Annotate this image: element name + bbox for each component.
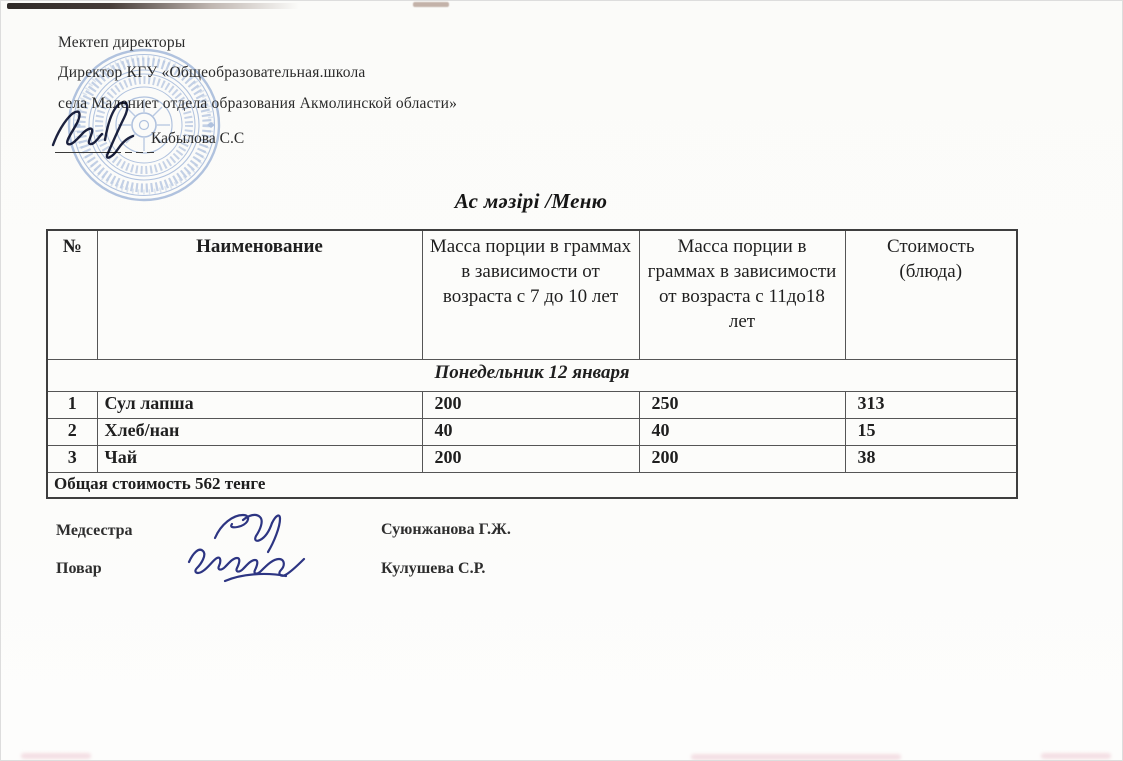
scan-edge-artifact xyxy=(7,3,299,9)
total-cost: Общая стоимость 562 тенге xyxy=(47,473,1017,499)
menu-table xyxy=(46,229,1018,499)
director-name: Кабылова С.С xyxy=(151,130,245,147)
cost-cell: 38 xyxy=(845,446,1017,473)
col-header-mass-7-10: Масса порции в граммах в зависимости от возраста с 7 до 10 лет xyxy=(422,230,639,360)
mass-11-18-cell: 200 xyxy=(639,446,845,473)
staff-signature xyxy=(181,498,313,590)
mass-7-10-cell: 40 xyxy=(422,419,639,446)
table-row xyxy=(47,446,1017,473)
signatory-name-nurse: Суюнжанова Г.Ж. xyxy=(381,521,511,538)
director-signature xyxy=(47,99,157,161)
dish-name-cell: Сул лапша xyxy=(97,392,422,419)
scan-smudge xyxy=(21,753,91,759)
signatory-role-cook: Повар xyxy=(56,560,102,577)
col-header-name: Наименование xyxy=(97,230,422,360)
row-number-cell: 2 xyxy=(47,419,97,446)
mass-11-18-cell: 250 xyxy=(639,392,845,419)
row-number-cell: 3 xyxy=(47,446,97,473)
mass-7-10-cell: 200 xyxy=(422,446,639,473)
header-line-2: Директор КГУ «Общеобразовательная.школа xyxy=(58,64,366,81)
table-row xyxy=(47,419,1017,446)
dish-name-cell: Хлеб/нан xyxy=(97,419,422,446)
mass-7-10-cell: 200 xyxy=(422,392,639,419)
dish-name-cell: Чай xyxy=(97,446,422,473)
header-line-3: села Малениет отдела образования Акмолинской области» xyxy=(58,95,458,112)
mass-11-18-cell: 40 xyxy=(639,419,845,446)
page-title: Ас мәзірі /Меню xyxy=(454,189,608,213)
day-header: Понедельник 12 января xyxy=(47,360,1017,392)
table-row xyxy=(47,392,1017,419)
col-header-cost: Стоимость (блюда) xyxy=(845,230,1017,360)
scan-smudge xyxy=(413,2,449,7)
day-header-row xyxy=(47,360,1017,392)
signatory-name-cook: Кулушева С.Р. xyxy=(381,560,486,577)
scan-smudge xyxy=(1041,753,1111,759)
row-number-cell: 1 xyxy=(47,392,97,419)
col-header-number: № xyxy=(47,230,97,360)
table-header-row xyxy=(47,230,1017,360)
header-line-1: Мектеп директоры xyxy=(58,34,186,51)
signatory-role-nurse: Медсестра xyxy=(56,522,133,539)
cost-cell: 15 xyxy=(845,419,1017,446)
cost-cell: 313 xyxy=(845,392,1017,419)
scan-smudge xyxy=(691,754,901,760)
col-header-mass-11-18: Масса порции в граммах в зависимости от возраста с 11до18 лет xyxy=(639,230,845,360)
total-row xyxy=(47,473,1017,499)
